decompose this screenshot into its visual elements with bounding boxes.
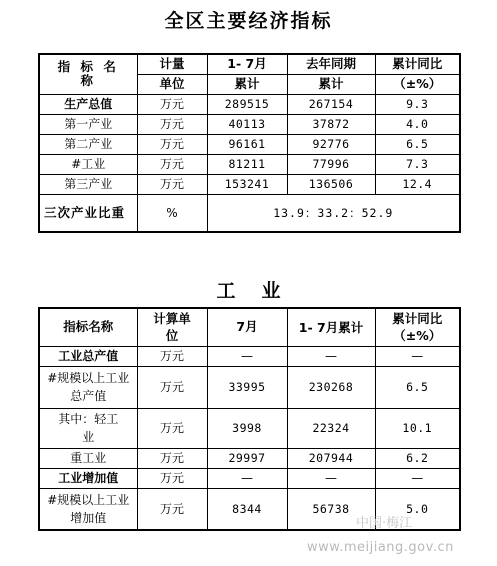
col-header-unit-bottom: 单位 xyxy=(137,74,207,94)
row-name: 工业总产值 xyxy=(39,346,137,366)
row-month: 29997 xyxy=(207,448,287,468)
industry-table xyxy=(38,307,461,531)
row-cum: 230268 xyxy=(287,366,375,408)
col-header-yoy-top: 累计同比 xyxy=(375,54,460,74)
table-row xyxy=(39,114,460,134)
table-row xyxy=(39,346,460,366)
table-row xyxy=(39,468,460,488)
row-unit: 万元 xyxy=(137,134,207,154)
col-header-yoy xyxy=(375,308,460,346)
row-name: #规模以上工业总产值 xyxy=(39,366,137,408)
watermark-label: 中国·梅江 xyxy=(356,516,413,531)
table-row xyxy=(39,154,460,174)
ratio-unit: % xyxy=(137,194,207,232)
table-row xyxy=(39,174,460,194)
col-header-yoy-top: 累计同比 xyxy=(392,311,443,327)
header-row xyxy=(39,54,460,74)
row-unit: 万元 xyxy=(137,94,207,114)
row-name: #规模以上工业增加值 xyxy=(39,488,137,530)
ratio-row xyxy=(39,194,460,232)
table-row xyxy=(39,366,460,408)
row-cum: 153241 xyxy=(207,174,287,194)
row-yoy: 5.0 xyxy=(375,488,460,530)
row-yoy: 12.4 xyxy=(375,174,460,194)
col-header-cum-bottom: 累计 xyxy=(207,74,287,94)
row-cum: 56738 xyxy=(287,488,375,530)
row-month: — xyxy=(207,346,287,366)
row-cum: 207944 xyxy=(287,448,375,468)
row-name: 第一产业 xyxy=(39,114,137,134)
row-name: 第三产业 xyxy=(39,174,137,194)
row-unit: 万元 xyxy=(137,366,207,408)
header-row xyxy=(39,308,460,346)
col-header-last-bottom: 累计 xyxy=(287,74,375,94)
ratio-name: 三次产业比重 xyxy=(39,194,137,232)
row-cum: 289515 xyxy=(207,94,287,114)
row-name: 生产总值 xyxy=(39,94,137,114)
row-cum: — xyxy=(287,468,375,488)
row-last: 136506 xyxy=(287,174,375,194)
row-yoy: 6.5 xyxy=(375,366,460,408)
row-unit: 万元 xyxy=(137,174,207,194)
col-header-unit-top: 计量 xyxy=(137,54,207,74)
table-row xyxy=(39,408,460,448)
row-yoy: 9.3 xyxy=(375,94,460,114)
main-indicators-table xyxy=(38,53,461,233)
row-yoy: — xyxy=(375,346,460,366)
row-yoy: 4.0 xyxy=(375,114,460,134)
row-name: 第二产业 xyxy=(39,134,137,154)
col-header-cum-top: 1- 7月 xyxy=(207,54,287,74)
row-month: — xyxy=(207,468,287,488)
row-last: 77996 xyxy=(287,154,375,174)
watermark-site: www.meijiang.gov.cn xyxy=(307,540,454,555)
section-title-industry: 工业 xyxy=(216,280,307,302)
row-name: #工业 xyxy=(39,154,137,174)
row-cum: 40113 xyxy=(207,114,287,134)
row-cum: 96161 xyxy=(207,134,287,154)
col-header-cum: 1- 7月累计 xyxy=(287,308,375,346)
row-unit: 万元 xyxy=(137,448,207,468)
ratio-value: 13.9：33.2：52.9 xyxy=(207,194,460,232)
col-header-last-top: 去年同期 xyxy=(287,54,375,74)
row-cum: 81211 xyxy=(207,154,287,174)
row-name: 重工业 xyxy=(39,448,137,468)
col-header-indicator: 指 标 名 称 xyxy=(39,54,137,94)
row-name: 其中：轻工业 xyxy=(39,408,137,448)
row-unit: 万元 xyxy=(137,114,207,134)
row-yoy: — xyxy=(375,468,460,488)
table-row xyxy=(39,94,460,114)
col-header-yoy-bottom: （±%） xyxy=(393,328,442,344)
row-last: 92776 xyxy=(287,134,375,154)
row-month: 8344 xyxy=(207,488,287,530)
row-name: 工业增加值 xyxy=(39,468,137,488)
row-month: 3998 xyxy=(207,408,287,448)
table-row xyxy=(39,134,460,154)
row-cum: — xyxy=(287,346,375,366)
row-yoy: 6.5 xyxy=(375,134,460,154)
row-yoy: 7.3 xyxy=(375,154,460,174)
col-header-unit: 计算单位 xyxy=(137,308,207,346)
table-row xyxy=(39,448,460,468)
page-title: 全区主要经济指标 xyxy=(164,10,333,32)
col-header-indicator: 指标名称 xyxy=(39,308,137,346)
row-unit: 万元 xyxy=(137,468,207,488)
row-yoy: 10.1 xyxy=(375,408,460,448)
row-unit: 万元 xyxy=(137,408,207,448)
row-month: 33995 xyxy=(207,366,287,408)
row-yoy: 6.2 xyxy=(375,448,460,468)
row-last: 267154 xyxy=(287,94,375,114)
row-unit: 万元 xyxy=(137,488,207,530)
row-unit: 万元 xyxy=(137,346,207,366)
row-unit: 万元 xyxy=(137,154,207,174)
row-last: 37872 xyxy=(287,114,375,134)
row-cum: 22324 xyxy=(287,408,375,448)
col-header-yoy-bottom: （±%） xyxy=(375,74,460,94)
col-header-month: 7月 xyxy=(207,308,287,346)
